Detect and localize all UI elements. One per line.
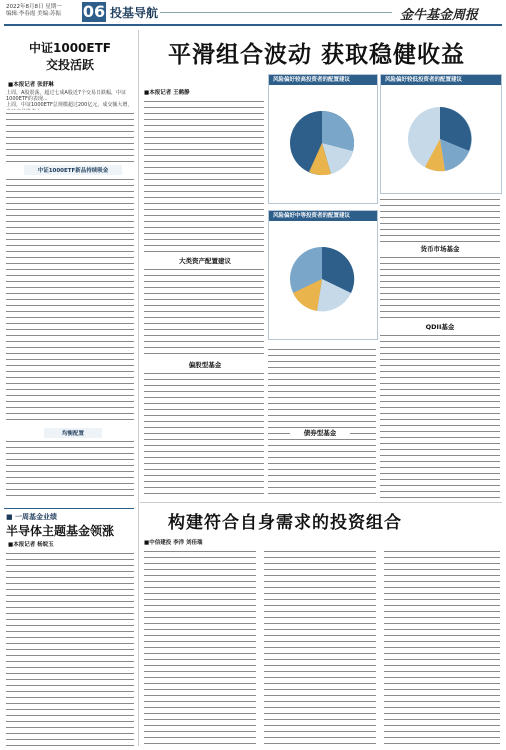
text-block <box>6 110 134 162</box>
text-block <box>264 548 376 746</box>
main-subhead-5: QDII基金 <box>425 323 455 331</box>
chart-high-risk <box>268 74 378 204</box>
main-subhead-2: 偏股型基金 <box>188 361 222 369</box>
text-block <box>268 346 376 498</box>
page-number: 06 <box>82 2 106 21</box>
pie-chart-mid <box>269 221 375 337</box>
chart-title: 风险偏好较高投资者的配置建议 <box>269 75 377 85</box>
column-divider <box>138 30 139 746</box>
left-subhead-2: 均衡配置 <box>44 428 102 438</box>
section-title: 投基导航 <box>110 6 159 20</box>
chart-title: 风险偏好较低投资者的配置建议 <box>381 75 501 85</box>
text-block <box>380 332 500 498</box>
text-block <box>380 254 500 318</box>
bottom-author: ■中信建投 李洋 刘佳瑞 <box>144 540 203 546</box>
text-block <box>144 266 264 356</box>
left-article-body-1: 上周，A股震荡，超过七成A股近7个交易日跌幅，中证1000ETF的表现... 上周，中证1000ETF总规模超过200亿元，成交额大增， <box>6 90 133 109</box>
text-block <box>6 176 134 424</box>
left-subhead-1: 中证1000ETF新品持续吸金 <box>24 165 122 175</box>
left-article-2-title: 半导体主题基金领涨 <box>6 524 115 538</box>
text-block <box>384 548 500 746</box>
text-block <box>6 438 134 498</box>
text-block <box>144 98 264 253</box>
main-subhead-3: 债券型基金 <box>290 428 350 437</box>
chart-title: 风险偏好中等投资者的配置建议 <box>269 211 377 221</box>
left-article-2-author: ■本报记者 杨皖玉 <box>8 542 54 548</box>
main-headline: 平滑组合波动 获取稳健收益 <box>168 42 466 68</box>
divider <box>4 508 134 509</box>
header-rule <box>160 12 392 13</box>
pie-chart-high <box>269 85 375 201</box>
main-subhead-1: 大类资产配置建议 <box>179 257 231 265</box>
pie-chart-low <box>381 85 499 191</box>
section-divider <box>140 502 502 503</box>
left-article-2-tag: ■ 一周基金业绩 <box>6 513 58 521</box>
main-subhead-4: 货币市场基金 <box>420 245 460 253</box>
issue-date: 2022年8月8日 星期一 编辑:李春霞 美编:苏振 <box>6 4 62 17</box>
text-block <box>380 196 500 242</box>
text-block <box>144 370 264 498</box>
text-block <box>6 550 134 746</box>
newspaper-logo: 金牛基金周报 <box>400 8 479 23</box>
main-author: ■本报记者 王鹤静 <box>144 90 190 96</box>
left-article-title: 中证1000ETF 交投活跃 <box>29 41 111 72</box>
top-divider <box>4 24 502 26</box>
bottom-headline: 构建符合自身需求的投资组合 <box>168 513 402 533</box>
text-block <box>144 548 256 746</box>
chart-mid-risk <box>268 210 378 340</box>
chart-low-risk <box>380 74 502 194</box>
left-article-author: ■本报记者 张舒琳 <box>8 82 54 88</box>
